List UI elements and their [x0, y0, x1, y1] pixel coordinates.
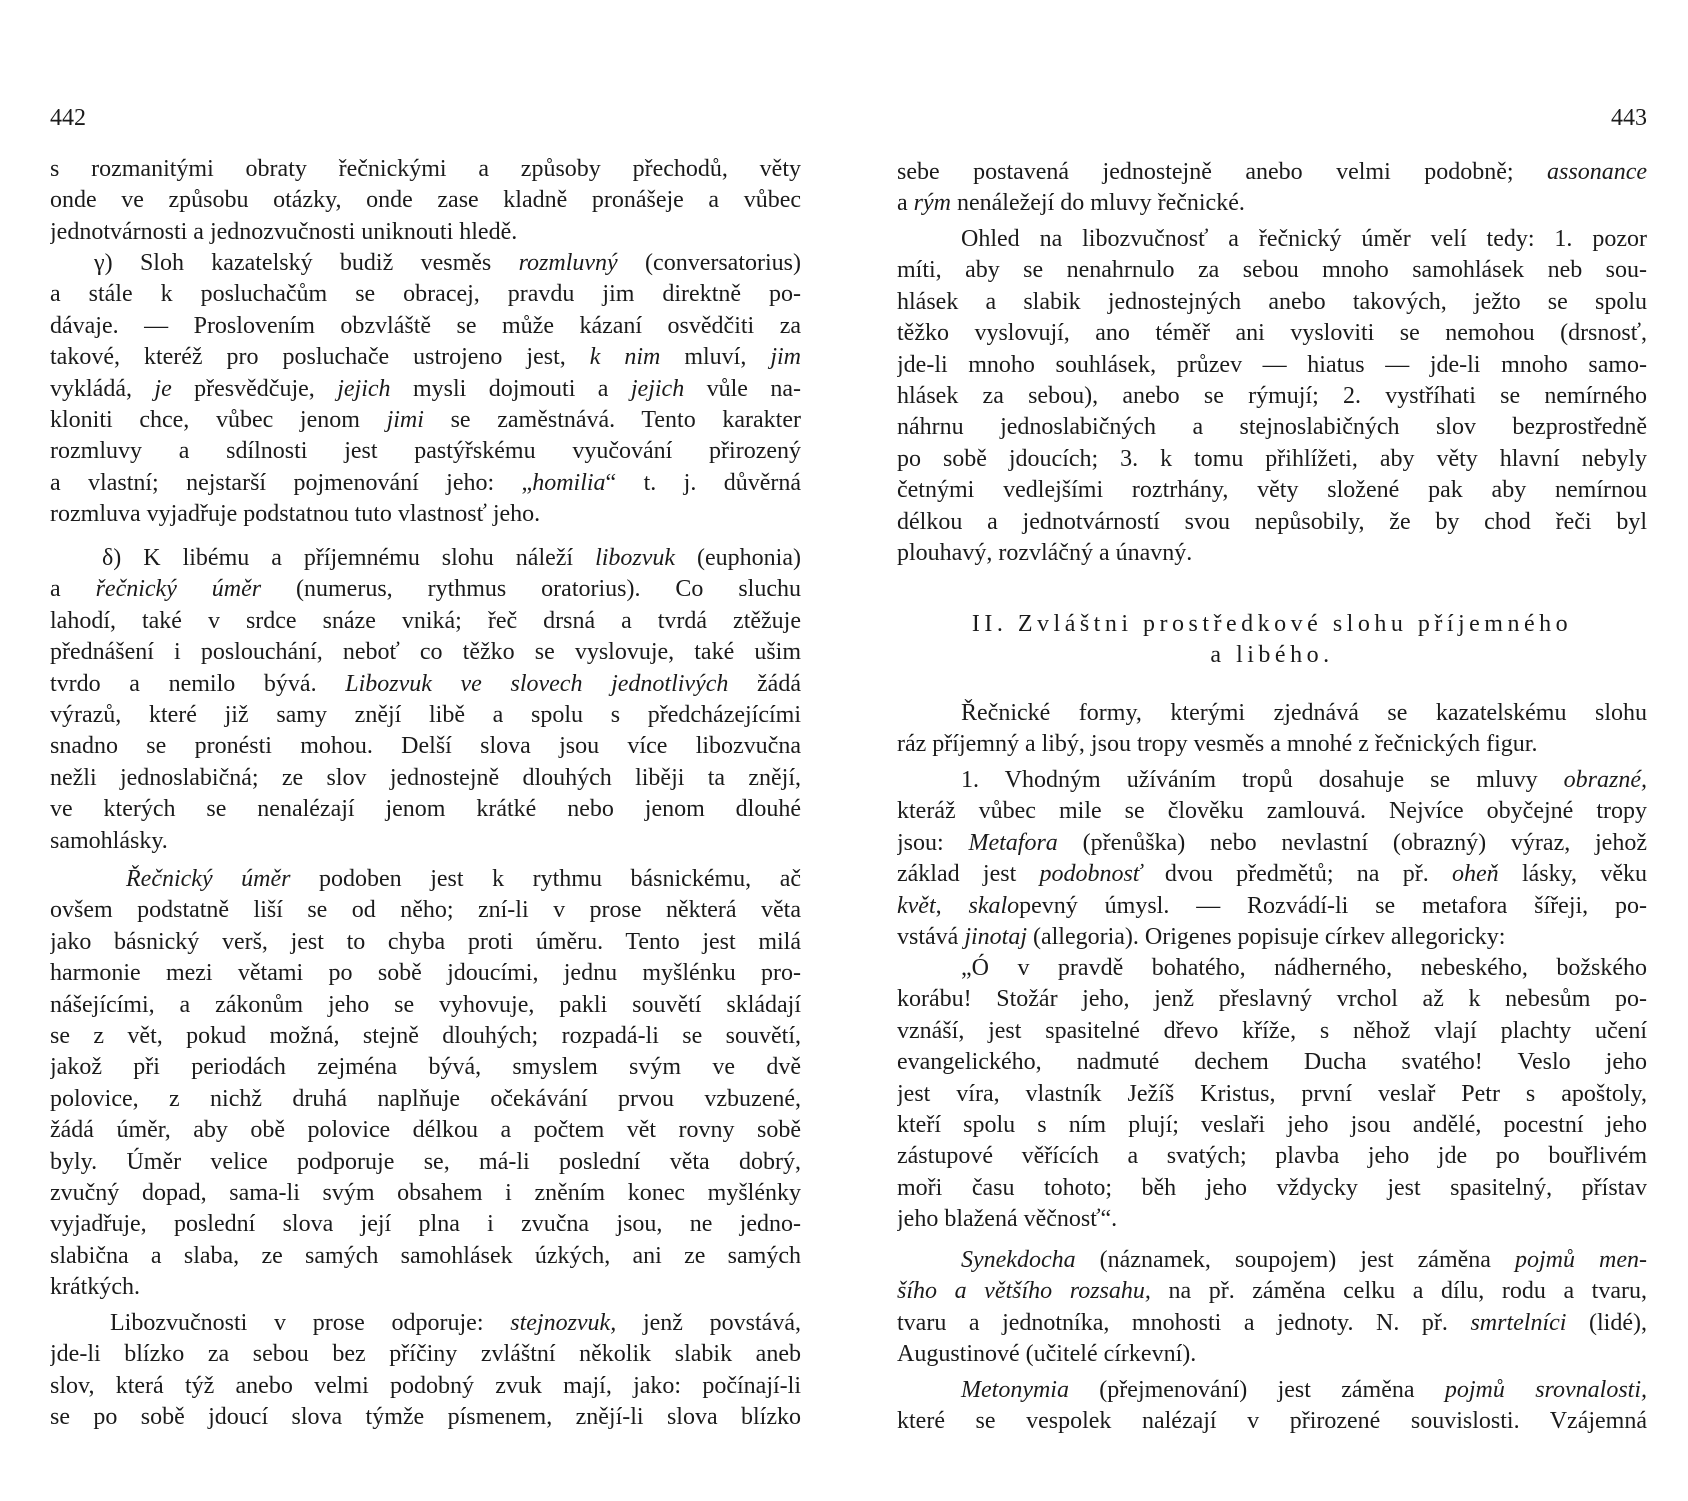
text-run: γ) Sloh kazatelský budiž vesměs: [94, 250, 519, 276]
text-run: míti, aby se nenahrnulo za sebou mnoho samohlásek neb sou-: [897, 257, 1647, 284]
text-line: [897, 157, 1647, 188]
text-line: [897, 891, 1647, 922]
text-run: tvrdo a nemilo bývá.: [50, 670, 346, 697]
text-run: slabična a slaba, ze samých samohlásek úzkých, ani ze samých: [50, 1242, 801, 1269]
text-run: dávaje. — Proslovením obzvláště se může kázaní osvědčiti za: [50, 312, 801, 339]
text-line: [50, 374, 801, 405]
text-run: podoben jest k rythmu básnickému, ač: [290, 866, 801, 892]
text-run: vyjadřuje, poslední slova její plna i zvučna jsou, ne jedno-: [50, 1211, 801, 1238]
text-line: [50, 637, 801, 668]
text-line: [897, 350, 1647, 381]
italic-text-run: je: [154, 375, 172, 402]
section-heading-line-2: a libého.: [1210, 642, 1334, 668]
text-run: dvou předmětů; na př.: [1141, 861, 1452, 888]
text-run: s rozmanitými obraty řečnickými a způsoby přechodů, věty: [50, 156, 801, 182]
text-line: [50, 1371, 801, 1402]
text-run: slov, která týž anebo velmi podobný zvuk mají, jako: počínají-li: [50, 1372, 801, 1399]
text-line: [50, 1084, 801, 1115]
text-line: [50, 543, 801, 574]
paragraph: [897, 953, 1647, 1236]
italic-text-run: jejich: [337, 375, 391, 402]
text-line: [50, 1402, 801, 1433]
text-run: vznáší, jest spasitelné dřevo kříže, s něhož vlají plachty učení: [897, 1017, 1647, 1044]
text-run: jde-li blízko za sebou bez příčiny zvláštní několik slabik aneb: [50, 1341, 801, 1368]
text-run: jsou:: [897, 829, 969, 856]
italic-text-run: jim: [770, 344, 801, 371]
text-line: [50, 574, 801, 605]
text-run: základ jest: [897, 861, 1040, 888]
text-line: [50, 700, 801, 731]
text-run: jeho blažená věčnosť“.: [897, 1206, 1118, 1233]
text-run: kloniti chce, vůbec jenom: [50, 406, 387, 433]
italic-text-run: Metonymia: [961, 1377, 1069, 1403]
italic-text-run: Libozvuk ve slovech jednotlivých: [345, 670, 729, 697]
text-line: [897, 224, 1647, 255]
text-line: [50, 248, 801, 279]
text-run: Libozvučnosti v prose odporuje:: [110, 1310, 511, 1336]
text-line: [897, 828, 1647, 859]
text-line: [50, 342, 801, 373]
text-run: jest víra, vlastník Ježíš Kristus, první veslař Petr s apoštoly,: [897, 1080, 1647, 1107]
text-line: [50, 606, 801, 637]
text-line: [897, 1173, 1647, 1204]
text-run: ovšem podstatně liší se od něho; zní-li v prose některá věta: [50, 897, 801, 924]
text-run: kteří spolu s ním plují; veslaři jeho jsou andělé, pocestní jeho: [897, 1111, 1647, 1138]
paragraph: [50, 248, 801, 531]
text-run: Řečnické formy, kterými zjednává se kazatelskému slohu: [961, 700, 1647, 726]
text-run: nežli jednoslabičná; ze slov jednostejně dlouhých liběji ta znějí,: [50, 764, 801, 791]
text-line: [50, 1115, 801, 1146]
text-run: ráz příjemný a libý, jsou tropy vesměs a mnohé z řečnických figur.: [897, 731, 1538, 758]
paragraph: [50, 543, 801, 857]
text-run: nenáležejí do mluvy řečnické.: [950, 190, 1245, 217]
page-number-right: 443: [1611, 105, 1647, 131]
text-line: [897, 984, 1647, 1015]
italic-text-run: pojmů men-: [1514, 1247, 1647, 1273]
text-run: (euphonia): [675, 545, 801, 571]
text-run: zvučný dopad, sama-li svým obsahem i zněním konec myšlénky: [50, 1179, 801, 1206]
text-run: vůle na-: [684, 375, 801, 402]
italic-text-run: smrtelníci: [1470, 1309, 1567, 1336]
text-run: „Ó v pravdě bohatého, nádherného, nebeského, božského: [961, 955, 1647, 981]
text-line: [50, 864, 801, 895]
text-line: [50, 1052, 801, 1083]
text-run: vstává: [897, 923, 965, 950]
page-number-left: 442: [50, 105, 86, 131]
text-run: zástupové věřících a svatých; plavba jeho jde po bouřlivém: [897, 1143, 1647, 1170]
text-run: jde-li mnoho souhlásek, průzev — hiatus — jde-li mnoho samo-: [897, 351, 1647, 378]
text-run: byly. Úměr velice podporuje se, má-li poslední věta dobrý,: [50, 1148, 801, 1175]
text-run: samohlásky.: [50, 827, 168, 854]
text-run: (přejmenování) jest záměna: [1068, 1377, 1445, 1403]
text-run: jako básnický verš, jest to chyba proti úměru. Tento jest milá: [50, 928, 801, 955]
text-run: mysli dojmouti a: [390, 375, 631, 402]
text-run: přesvědčuje,: [171, 375, 338, 402]
text-line: [897, 538, 1647, 569]
text-line: [897, 1141, 1647, 1172]
text-line: [50, 895, 801, 926]
text-run: krátkých.: [50, 1274, 140, 1301]
text-run: polovice, z nichž druhá naplňuje očekávání prvou vzbuzené,: [50, 1085, 801, 1112]
text-run: evangelického, nadmuté dechem Ducha svatého! Veslo jeho: [897, 1049, 1647, 1076]
italic-text-run: podobnosť: [1039, 861, 1142, 888]
text-run: plouhavý, rozvláčný a únavný.: [897, 539, 1193, 566]
section-heading-line-1: II. Zvláštni prostředkové slohu příjemného: [971, 611, 1573, 637]
text-line: [897, 1079, 1647, 1110]
text-run: po sobě jdoucích; 3. k tomu přihlížeti, aby věty hlavní nebyly: [897, 445, 1647, 472]
italic-text-run: homilia: [532, 469, 606, 496]
text-line: [897, 1110, 1647, 1141]
text-line: [50, 731, 801, 762]
text-line: [897, 796, 1647, 827]
text-run: Augustinové (učitelé církevní).: [897, 1341, 1197, 1368]
text-run: se po sobě jdoucí slova týmže písmenem, znějí-li slova blízko: [50, 1404, 801, 1431]
text-run: rozmluvy a sdílnosti jest pastýřskému vyučování přirozený: [50, 438, 801, 465]
text-line: [897, 729, 1647, 760]
text-run: (allegoria). Origenes popisuje církev allegoricky:: [1026, 923, 1506, 950]
text-line: [50, 1178, 801, 1209]
text-line: [50, 1339, 801, 1370]
italic-text-run: jinotaj: [964, 923, 1027, 950]
paragraph: [897, 698, 1647, 761]
italic-text-run: oheň: [1452, 861, 1499, 888]
text-line: [50, 311, 801, 342]
text-run: Ohled na libozvučnosť a řečnický úměr velí tedy: 1. pozor: [961, 226, 1647, 252]
text-line: [897, 1245, 1647, 1276]
italic-text-run: Synekdocha: [961, 1247, 1076, 1273]
text-run: ,: [935, 892, 969, 919]
text-run: jenž povstává,: [616, 1310, 801, 1336]
text-run: (numerus, rythmus oratorius). Co sluchu: [261, 576, 801, 603]
italic-text-run: stejnozvuk,: [510, 1310, 617, 1336]
text-line: [50, 468, 801, 499]
text-run: δ) K libému a příjemnému slohu náleží: [102, 545, 596, 571]
text-run: se z vět, pokud možná, stejně dlouhých; rozpadá-li se souvětí,: [50, 1022, 801, 1049]
text-run: a: [897, 190, 914, 217]
text-line: [897, 1308, 1647, 1339]
text-run: jakož při periodách zejména bývá, smyslem svým ve dvě: [50, 1054, 801, 1081]
text-run: nášejícími, a zákonům jeho se vyhovuje, pakli souvětí skládají: [50, 991, 801, 1018]
text-run: přednášení i poslouchání, neboť co těžko se vyslovuje, také ušim: [50, 639, 801, 666]
italic-text-run: skalo: [968, 892, 1020, 919]
italic-text-run: pojmů srovnalosti,: [1444, 1377, 1647, 1403]
text-line: [50, 927, 801, 958]
text-run: žádá úměr, aby obě polovice délkou a počtem vět rovny sobě: [50, 1117, 801, 1144]
text-line: [897, 1375, 1647, 1406]
text-line: [50, 1308, 801, 1339]
paragraph: [897, 765, 1647, 953]
text-line: [50, 405, 801, 436]
text-line: [897, 765, 1647, 796]
text-line: [897, 507, 1647, 538]
paragraph: [897, 157, 1647, 220]
text-line: [897, 1406, 1647, 1437]
text-run: (conversatorius): [617, 250, 801, 276]
text-run: žádá: [728, 670, 801, 697]
paragraph: [50, 154, 801, 248]
text-line: [50, 217, 801, 248]
text-line: [50, 499, 801, 530]
italic-text-run: rým: [913, 190, 951, 217]
text-run: hlásek za sebou), anebo se rýmují; 2. vystříhati se nemírného: [897, 382, 1647, 409]
text-run: rozmluva vyjadřuje podstatnou tuto vlastnosť jeho.: [50, 501, 541, 528]
italic-text-run: k nim: [589, 344, 661, 371]
text-run: (přenůška) nebo nevlastní (obrazný) výraz, jehož: [1057, 829, 1647, 856]
text-line: [50, 958, 801, 989]
text-line: [50, 794, 801, 825]
text-line: [897, 475, 1647, 506]
text-run: výrazů, které již samy znějí libě a spolu s předcházejícími: [50, 701, 801, 728]
italic-text-run: jimi: [386, 406, 424, 433]
text-run: 1. Vhodným užíváním tropů dosahuje se mluvy: [961, 767, 1564, 793]
text-run: těžko vyslovují, ano téměř ani vysloviti se nemohou (drsnosť,: [897, 320, 1647, 347]
text-run: které se vespolek nalézají v přirozené souvislosti. Vzájemná: [897, 1408, 1647, 1435]
text-run: harmonie mezi větami po sobě jdoucími, jednu myšlénku pro-: [50, 960, 801, 987]
text-line: [897, 255, 1647, 286]
paragraph: [50, 864, 801, 1303]
text-line: [897, 444, 1647, 475]
text-line: [897, 318, 1647, 349]
text-line: [897, 1047, 1647, 1078]
text-run: onde ve způsobu otázky, onde zase kladně pronášeje a vůbec: [50, 187, 801, 214]
text-run: vykládá,: [50, 375, 155, 402]
italic-text-run: obrazné,: [1563, 767, 1647, 793]
text-run: sebe postavená jednostejně anebo velmi podobně;: [897, 159, 1548, 185]
paragraph: [897, 1245, 1647, 1371]
text-run: pevný úmysl. — Rozvádí-li se metafora šířeji, po-: [1019, 892, 1647, 919]
text-run: na př. záměna celku a dílu, rodu a tvaru,: [1150, 1278, 1647, 1305]
text-line: [50, 1147, 801, 1178]
text-run: a vlastní; nejstarší pojmenování jeho: „: [50, 469, 533, 496]
italic-text-run: květ: [897, 892, 936, 919]
text-run: ve kterých se nenalézají jenom krátké nebo jenom dlouhé: [50, 796, 801, 823]
text-run: moři času tohoto; běh jeho vždycky jest spasitelný, přístav: [897, 1174, 1647, 1201]
text-line: [50, 826, 801, 857]
text-run: kteráž vůbec mile se člověku zamlouvá. Nejvíce obyčejné tropy: [897, 798, 1647, 825]
text-run: lásky, věku: [1498, 861, 1647, 888]
text-line: [50, 279, 801, 310]
italic-text-run: libozvuk: [595, 545, 676, 571]
text-line: [897, 1016, 1647, 1047]
text-line: [50, 1241, 801, 1272]
text-run: tvaru a jednotníka, mnohosti a jednoty. N. př.: [897, 1309, 1471, 1336]
text-line: [897, 859, 1647, 890]
text-run: (náznamek, soupojem) jest záměna: [1075, 1247, 1515, 1273]
text-run: četnými vedlejšími roztrhány, věty složené pak aby nemírnou: [897, 477, 1647, 504]
text-line: [897, 412, 1647, 443]
paragraph: [50, 1308, 801, 1434]
text-line: [897, 1276, 1647, 1307]
text-line: [897, 1339, 1647, 1370]
text-line: [897, 188, 1647, 219]
text-run: a stále k posluchačům se obracej, pravdu jim direktně po-: [50, 281, 801, 308]
text-line: [897, 287, 1647, 318]
text-run: “ t. j. důvěrná: [605, 469, 801, 496]
text-run: a: [50, 576, 96, 603]
text-run: snadno se pronésti mohou. Delší slova jsou více libozvučna: [50, 733, 801, 760]
text-run: takové, kteréž pro posluchače ustrojeno jest,: [50, 344, 590, 371]
text-line: [50, 763, 801, 794]
italic-text-run: Řečnický úměr: [126, 866, 291, 892]
text-line: [50, 185, 801, 216]
text-line: [50, 154, 801, 185]
text-line: [50, 669, 801, 700]
italic-text-run: assonance: [1547, 159, 1647, 185]
text-run: lahodí, také v srdce snáze vniká; řeč drsná a tvrdá ztěžuje: [50, 607, 801, 634]
text-run: náhrnu jednoslabičných a stejnoslabičných slov bezprostředně: [897, 414, 1647, 441]
text-run: hlásek a slabik jednostejných anebo takových, ježto se spolu: [897, 288, 1647, 315]
text-line: [50, 1209, 801, 1240]
text-run: jednotvárnosti a jednozvučnosti uniknouti hledě.: [50, 218, 518, 245]
paragraph: [897, 224, 1647, 569]
text-line: [50, 990, 801, 1021]
text-run: korábu! Stožár jeho, jenž přeslavný vrchol až k nebesům po-: [897, 986, 1647, 1013]
text-run: délkou a jednotvárností svou nepůsobily, že by chod řeči byl: [897, 508, 1647, 535]
text-line: [897, 1204, 1647, 1235]
text-run: mluví,: [660, 344, 771, 371]
text-line: [50, 1272, 801, 1303]
italic-text-run: Metafora: [968, 829, 1058, 856]
italic-text-run: jejich: [630, 375, 685, 402]
text-line: [897, 698, 1647, 729]
text-run: se zaměstnává. Tento karakter: [423, 406, 801, 433]
text-line: [897, 381, 1647, 412]
text-run: (lidé),: [1566, 1309, 1647, 1336]
text-line: [50, 436, 801, 467]
text-line: [897, 922, 1647, 953]
text-line: [50, 1021, 801, 1052]
italic-text-run: řečnický úměr: [95, 576, 262, 603]
italic-text-run: šího a většího rozsahu,: [897, 1278, 1151, 1305]
text-line: [897, 953, 1647, 984]
paragraph: [897, 1375, 1647, 1438]
italic-text-run: rozmluvný: [518, 250, 618, 276]
